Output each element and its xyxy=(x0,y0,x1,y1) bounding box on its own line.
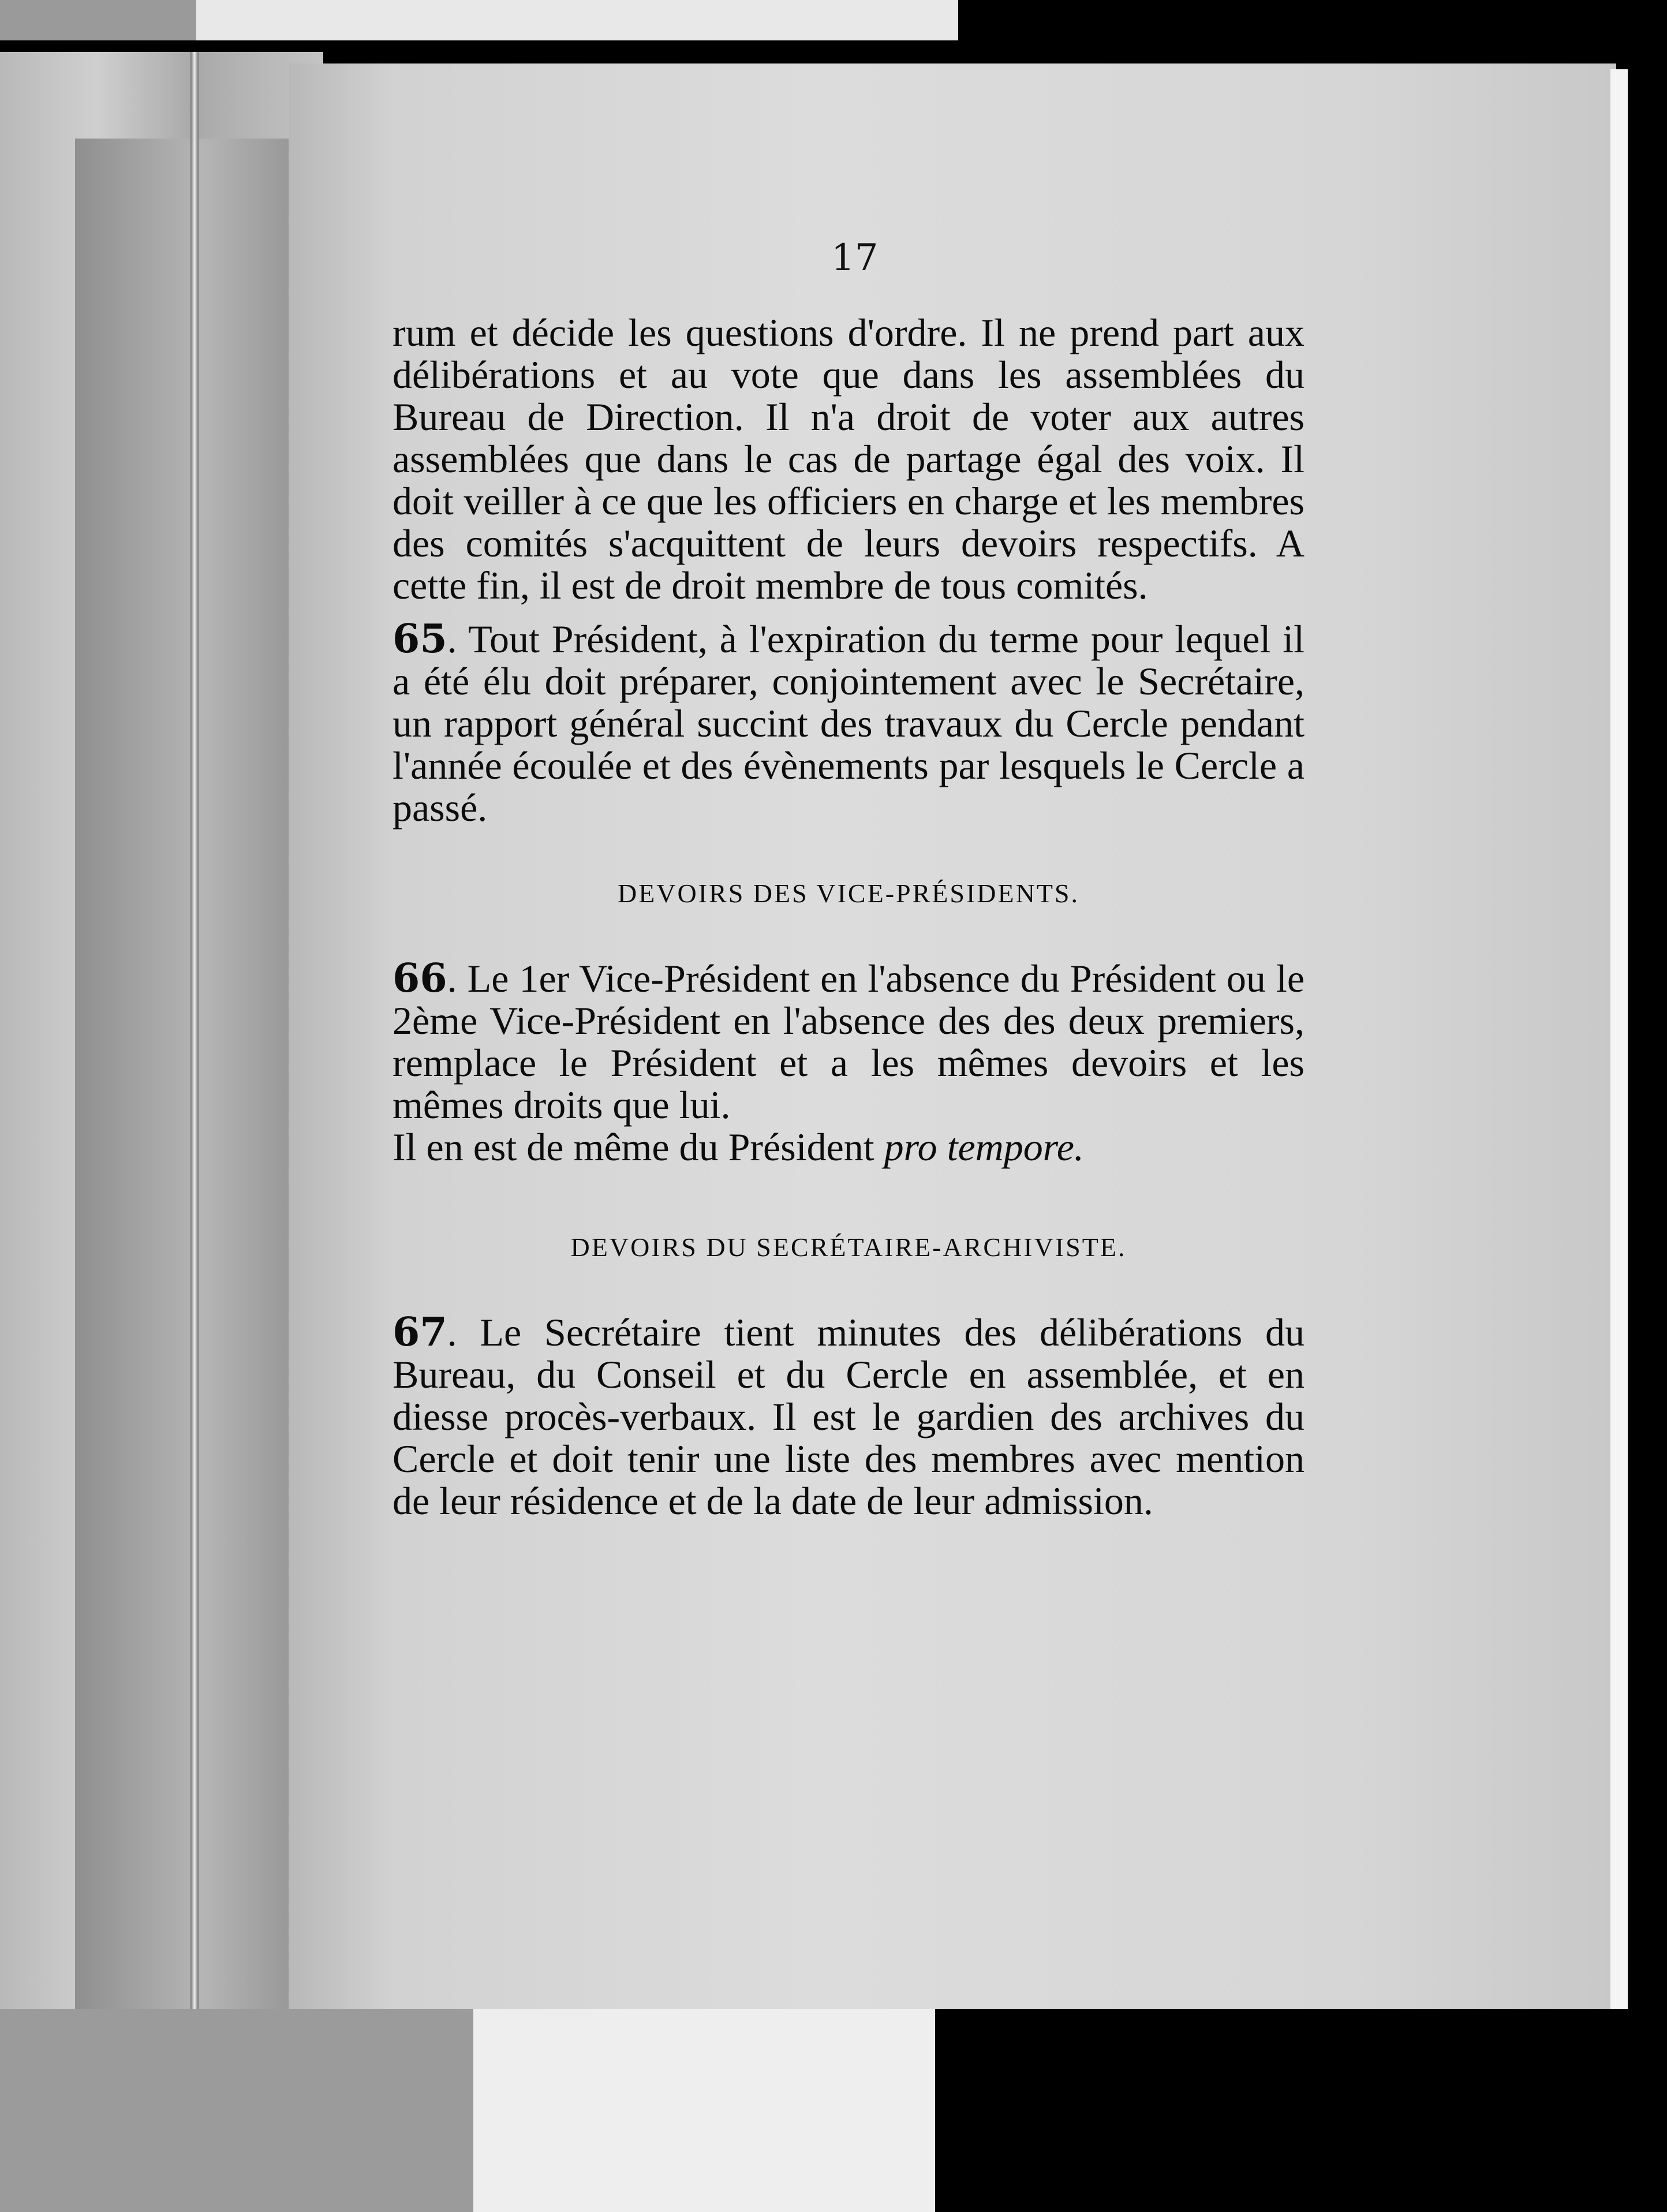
article-67-number: 67 xyxy=(393,1309,447,1355)
article-66 xyxy=(393,955,1305,1127)
article-66-line2: Il en est de même du Président xyxy=(393,1125,884,1169)
heading-secretary: DEVOIRS DU SECRÉTAIRE-ARCHIVISTE. xyxy=(570,1232,1127,1262)
page-edge xyxy=(1610,69,1628,2009)
article-66-continuation xyxy=(393,1126,1305,1168)
page-number: 17 xyxy=(831,237,879,279)
article-66-number: 66 xyxy=(393,955,447,1002)
article-66-italic: pro tempore. xyxy=(884,1125,1084,1169)
article-65-number: 65 xyxy=(393,616,447,662)
binding-bottom-paper xyxy=(473,2009,935,2212)
article-67-text: . Le Secrétaire tient minutes des délibérations du Bureau, du Conseil et du Cercle en assemblée, et en diesse procès-verbaux. Il est le gardien des archives du Cercle et doit tenir une liste des membres avec mention de leur résidence et de la date de leur admission. xyxy=(393,1310,1305,1523)
article-66-text: . Le 1er Vice-Président en l'absence du Président ou le 2ème Vice-Président en l'absence des des deux premiers, remplace le Président et a les mêmes devoirs et les mêmes droits que lui. xyxy=(393,956,1305,1127)
page-text xyxy=(393,312,1305,1522)
article-65 xyxy=(393,618,1305,829)
article-67 xyxy=(393,1311,1305,1522)
article-65-text: . Tout Président, à l'expiration du terme pour lequel il a été élu doit préparer, conjointement avec le Secrétaire, un rapport général succint des travaux du Cercle pendant l'année écoulée et des évènements par lesquels le Cercle a passé. xyxy=(393,617,1305,830)
binding-bottom-cloth xyxy=(0,2009,473,2212)
binding-top-paper xyxy=(196,0,958,40)
heading-vice-presidents: DEVOIRS DES VICE-PRÉSIDENTS. xyxy=(617,879,1080,908)
intro-paragraph: rum et décide les questions d'ordre. Il ne prend part aux délibérations et au vote que dans les assemblées du Bureau de Direction. Il n'a droit de voter aux autres assemblées que dans le cas de partage égal des voix. Il doit veiller à ce que les officiers en charge et les membres des comités s'acquittent de leurs devoirs respectifs. A cette fin, il est de droit membre de tous comités. xyxy=(393,311,1305,607)
spine-thread xyxy=(190,52,199,2026)
